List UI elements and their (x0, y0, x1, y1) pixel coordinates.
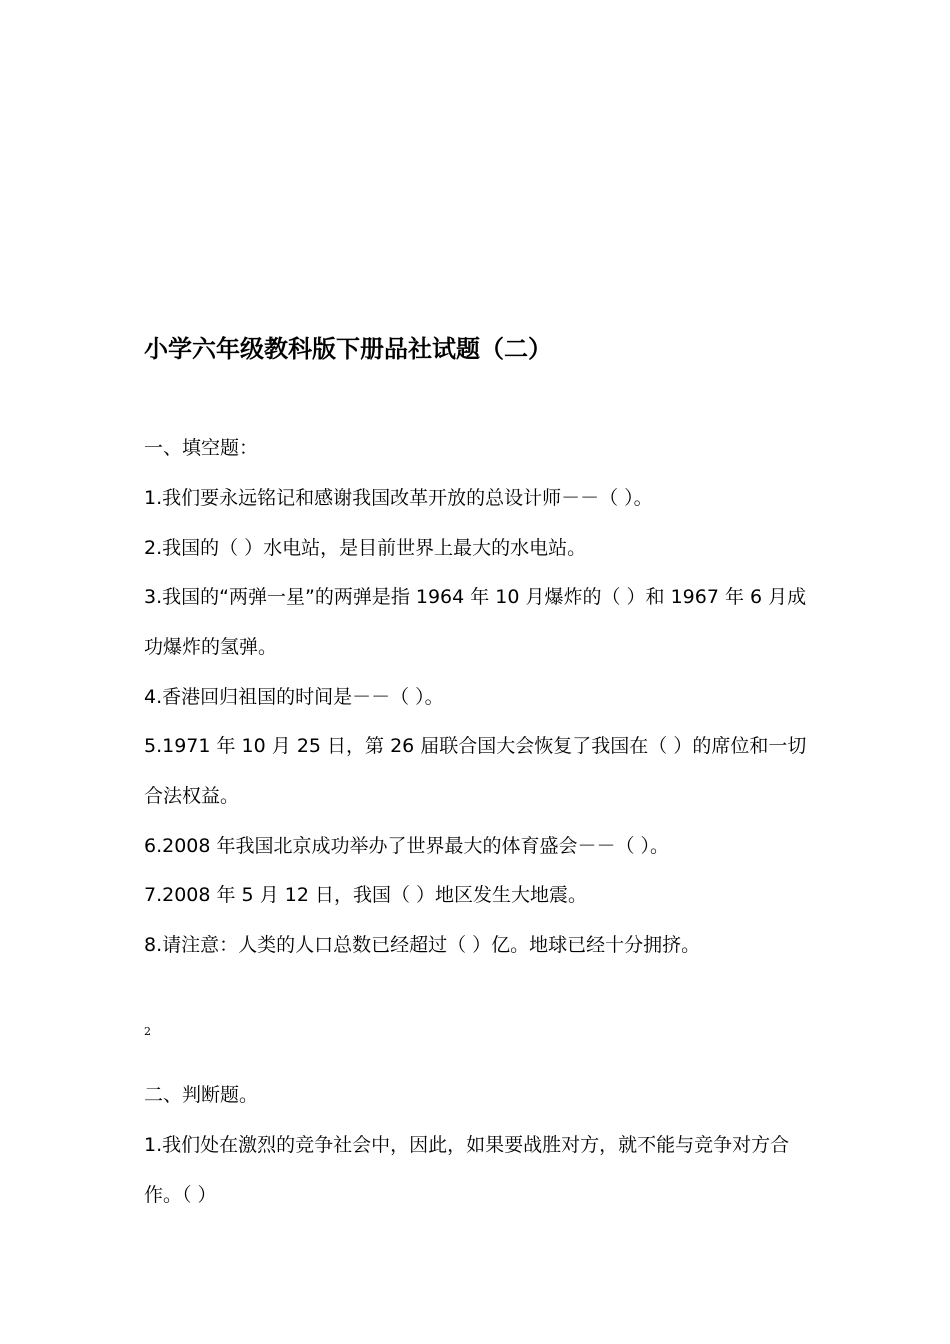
question-line: 功爆炸的氢弹。 (144, 636, 278, 658)
question-line: 8.请注意：人类的人口总数已经超过（ ）亿。地球已经十分拥挤。 (144, 934, 701, 956)
question-line: 4.香港回归祖国的时间是－－（ ）。 (144, 686, 444, 708)
question-line: 7.2008 年 5 月 12 日，我国（ ）地区发生大地震。 (144, 884, 587, 906)
question-line: 合法权益。 (144, 785, 240, 807)
question-line: 1.我们处在激烈的竞争社会中，因此，如果要战胜对方，就不能与竞争对方合 (144, 1134, 790, 1156)
question-line: 5.1971 年 10 月 25 日，第 26 届联合国大会恢复了我国在（ ）的席位和一切 (144, 735, 807, 757)
page-title: 小学六年级教科版下册品社试题（二） (144, 335, 552, 363)
page-number: 2 (144, 1025, 151, 1038)
section-heading-true-false: 二、判断题。 (144, 1084, 259, 1106)
question-line: 作。（ ） (144, 1184, 217, 1206)
question-line: 2.我国的（ ）水电站，是目前世界上最大的水电站。 (144, 537, 587, 559)
section-heading-fill-blank: 一、填空题： (144, 437, 259, 459)
question-line: 1.我们要永远铭记和感谢我国改革开放的总设计师－－（ ）。 (144, 487, 653, 509)
question-line: 6.2008 年我国北京成功举办了世界最大的体育盛会－－（ ）。 (144, 835, 670, 857)
question-line: 3.我国的“两弹一星”的两弹是指 1964 年 10 月爆炸的（ ）和 1967 年 6 月成 (144, 586, 807, 608)
